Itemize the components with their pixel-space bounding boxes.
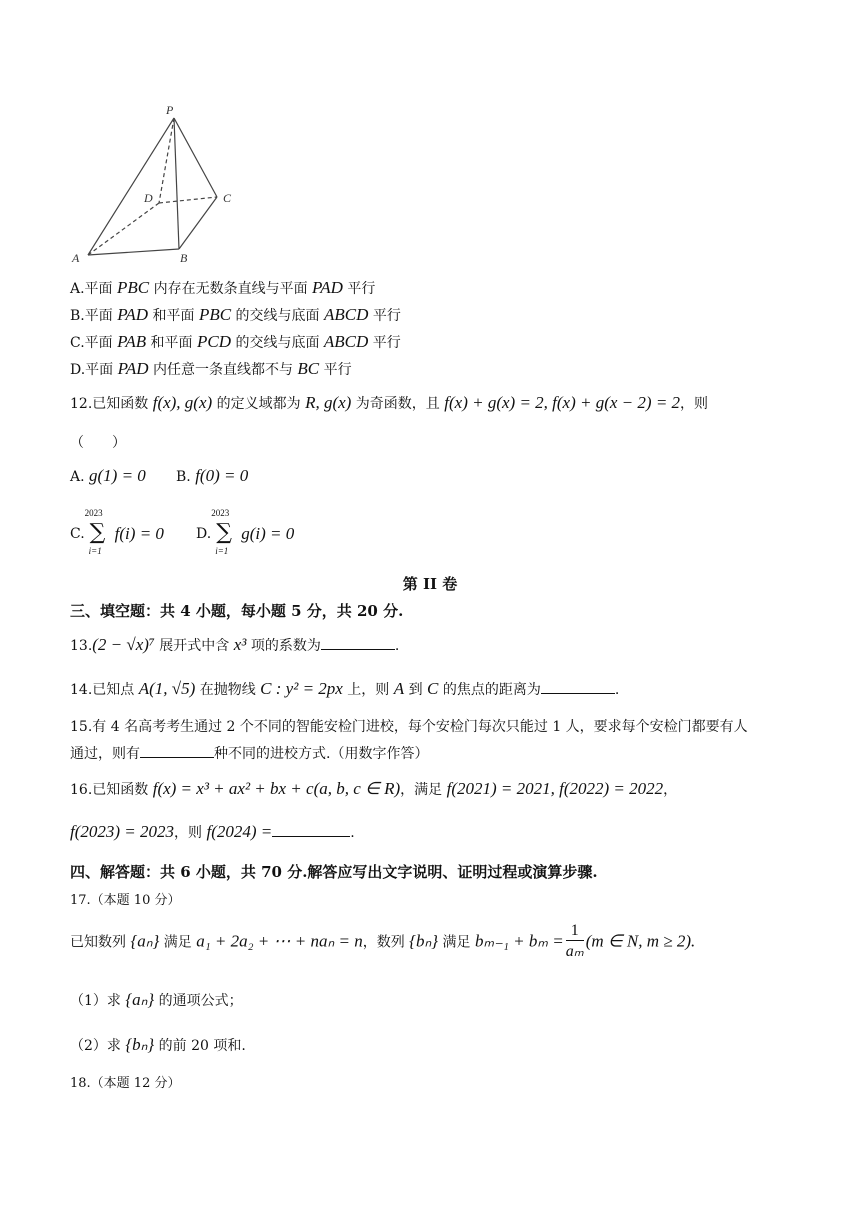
q12-paren: （ ） <box>70 435 126 451</box>
edge-pb <box>174 118 179 249</box>
label-d: D <box>144 191 153 205</box>
q12-option-b: B. f(0) = 0 <box>176 466 249 485</box>
q12-option-d: D. 2023 ∑ i=1 g(i) = 0 <box>196 508 295 556</box>
edge-bc <box>179 197 217 249</box>
q14: 14.已知点 A(1, √5) 在抛物线 C : y² = 2px 上，则 A 到 C 的焦点的距离为 . <box>70 679 620 698</box>
label-b: B <box>180 251 188 265</box>
q11-option-d: D.平面 PAD 内任意一条直线都不与 BC 平行 <box>70 359 352 378</box>
q17-head: 17.（本题 10 分） <box>70 893 181 908</box>
q16-line2: f(2023) = 2023，则 f(2024) = . <box>70 822 355 841</box>
q16-blank <box>272 824 350 837</box>
q12-option-a: A. g(1) = 0 <box>70 466 146 485</box>
label-p: P <box>166 103 174 117</box>
q11-option-b: B.平面 PAD 和平面 PBC 的交线与底面 ABCD 平行 <box>70 305 401 324</box>
q16-line1: 16.已知函数 f(x) = x³ + ax² + bx + c(a, b, c ∈ R)，满足 f(2021) = 2021, f(2022) = 2022， <box>70 779 678 798</box>
q11-option-c: C.平面 PAB 和平面 PCD 的交线与底面 ABCD 平行 <box>70 332 401 351</box>
pyramid-figure <box>62 100 242 270</box>
sigma-d: 2023 ∑ i=1 <box>211 508 232 556</box>
q13: 13.(2 − √x)⁷ 展开式中含 x³ 项的系数为 . <box>70 635 400 654</box>
q17-fraction: $\frac{1}{\text{aₘ}}$ <box>565 922 584 960</box>
q17-part1: （1）求 {aₙ} 的通项公式； <box>70 990 243 1009</box>
q12-stem: 12.已知函数 f(x), g(x) 的定义域都为 R, g(x) 为奇函数，且 f(x) + g(x) = 2, f(x) + g(x − 2) = 2，则 <box>70 393 709 412</box>
q12-option-c: C. 2023 ∑ i=1 f(i) = 0 <box>70 508 164 556</box>
q15-blank <box>140 745 214 758</box>
label-c: C <box>223 191 232 205</box>
q18-head: 18.（本题 12 分） <box>70 1076 181 1091</box>
label-a: A <box>72 251 80 265</box>
section3-title: 三、填空题：共 4 小题，每小题 5 分，共 20 分. <box>70 602 404 620</box>
q13-blank <box>321 637 395 650</box>
edge-ab <box>88 249 179 255</box>
q17-stem: 已知数列 {aₙ} 满足 a₁ + 2a₂ + ⋯ + naₙ = n，数列 {bₙ} 满足 bₘ₋₁ + bₘ = $\frac{1}{\text{aₘ}}$ (m ∈ N, m ≥ 2). <box>70 922 696 960</box>
q17-part2: （2）求 {bₙ} 的前 20 项和. <box>70 1035 246 1054</box>
q15-line2: 通过，则有 种不同的进校方式.（用数字作答） <box>70 746 429 762</box>
part2-title: 第 II 卷 <box>402 575 458 593</box>
q14-blank <box>541 681 615 694</box>
edge-dc <box>159 197 217 203</box>
sigma-c: 2023 ∑ i=1 <box>84 508 106 556</box>
section4-title: 四、解答题：共 6 小题，共 70 分.解答应写出文字说明、证明过程或演算步骤. <box>70 863 598 881</box>
edge-ad <box>88 203 159 255</box>
q11-option-a: A.平面 PBC 内存在无数条直线与平面 PAD 平行 <box>70 278 376 297</box>
q15-line1: 15.有 4 名高考考生通过 2 个不同的智能安检门进校，每个安检门每次只能过 1 人，要求每个安检门都要有人 <box>70 719 748 735</box>
edge-pa <box>88 118 174 255</box>
edge-pc <box>174 118 217 197</box>
